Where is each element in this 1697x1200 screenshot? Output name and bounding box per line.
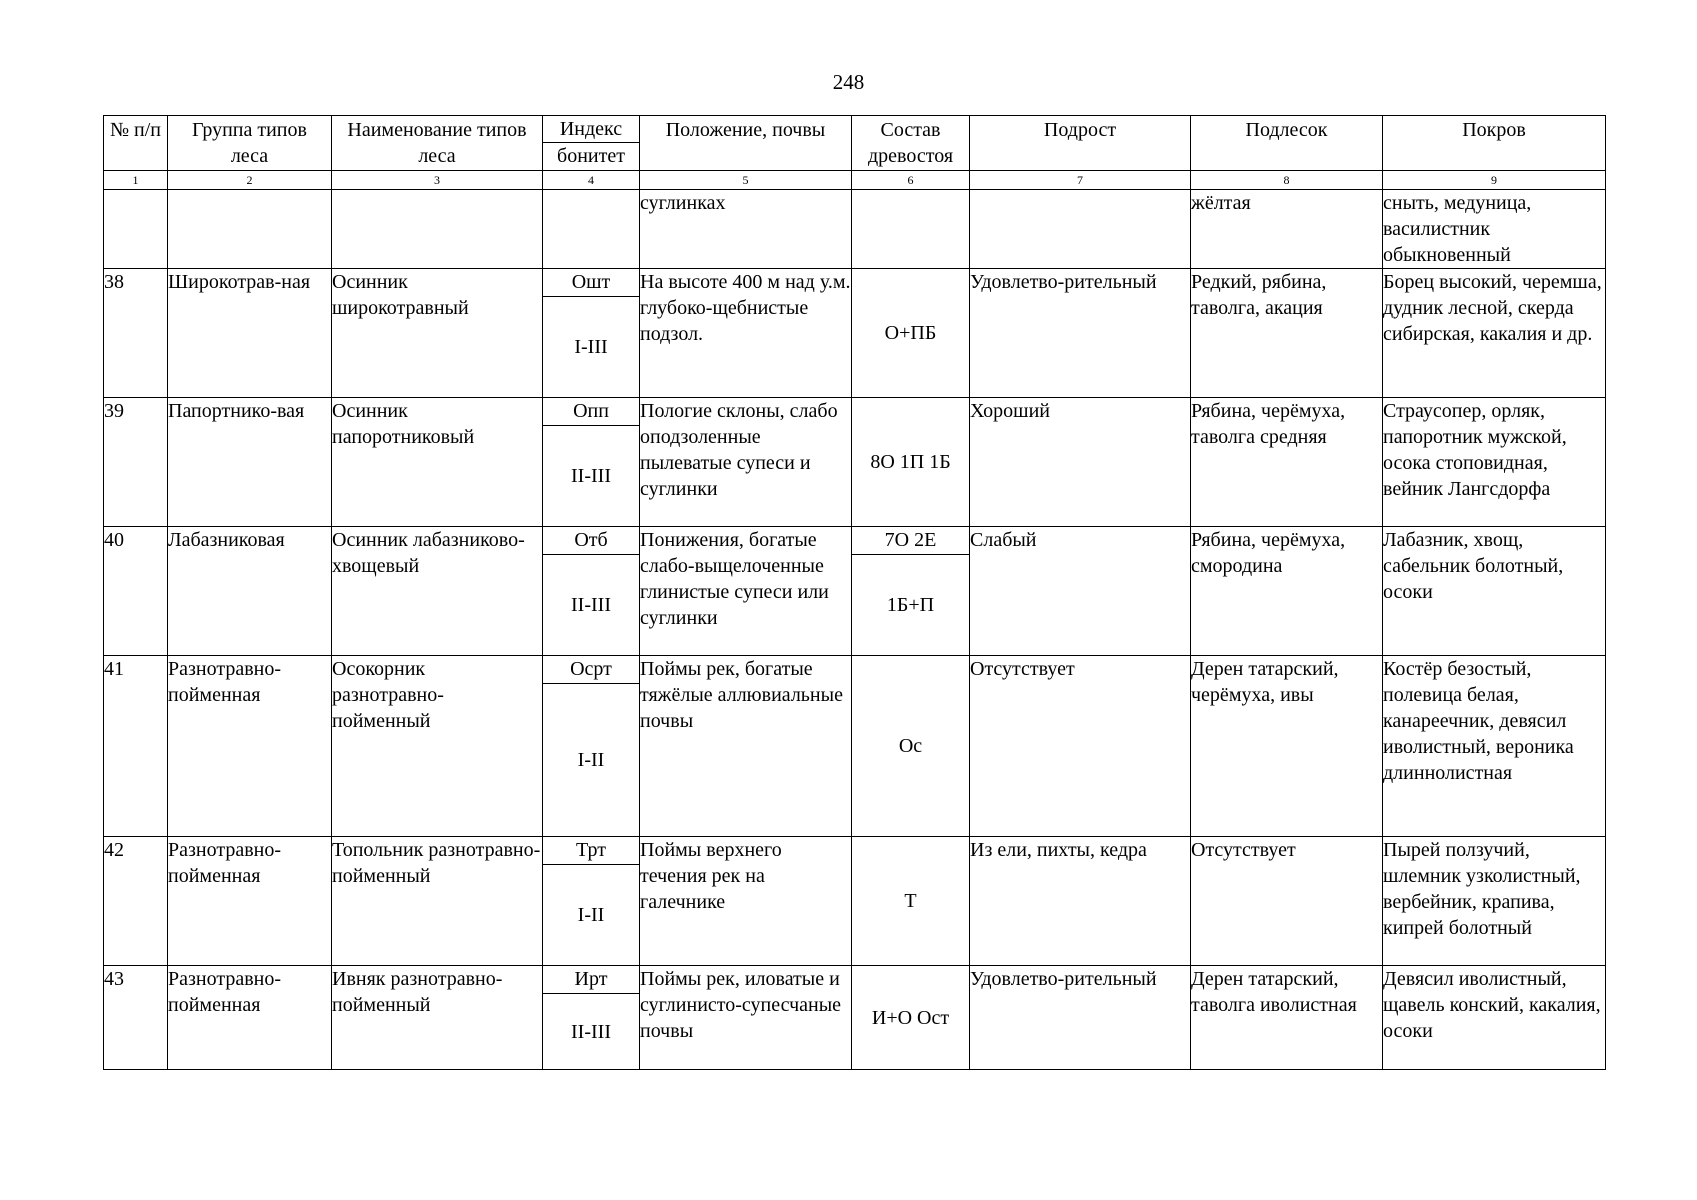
cell-group: Папортнико-вая xyxy=(168,398,332,527)
cell-index: Опп xyxy=(543,398,639,426)
cell-group: Широкотрав-ная xyxy=(168,269,332,398)
column-number-row xyxy=(104,171,1606,190)
header-index xyxy=(543,116,640,171)
table-row xyxy=(104,966,1606,1070)
cell-cover: Лабазник, хвощ, сабельник болотный, осоки xyxy=(1383,527,1606,656)
cell-empty xyxy=(168,190,332,269)
cell-underbrush: Дерен татарский, таволга иволистная xyxy=(1191,966,1383,1070)
table-row xyxy=(104,398,1606,527)
cell-position: Поймы рек, иловатые и суглинисто-супесчаные почвы xyxy=(640,966,852,1070)
cell-index: Отб xyxy=(543,527,639,555)
cell-cover: Пырей ползучий, шлемник узколистный, вербейник, крапива, кипрей болотный xyxy=(1383,837,1606,966)
header-underbrush: Подлесок xyxy=(1191,116,1383,171)
cell-name: Ивняк разнотравно-пойменный xyxy=(332,966,543,1070)
cell-bonitet: II-III xyxy=(571,594,611,616)
cell-index-bonitet xyxy=(543,527,640,656)
cell-position: Поймы верхнего течения рек на галечнике xyxy=(640,837,852,966)
cell-index-bonitet xyxy=(543,398,640,527)
column-number: 8 xyxy=(1191,171,1383,190)
cell-bonitet: I-II xyxy=(577,904,605,926)
cell-num: 42 xyxy=(104,837,168,966)
cell-position: Пологие склоны, слабо оподзоленные пылеватые супеси и суглинки xyxy=(640,398,852,527)
header-num: № п/п xyxy=(104,116,168,171)
cell-undergrowth: Хороший xyxy=(970,398,1191,527)
cell-underbrush: Рябина, черёмуха, таволга средняя xyxy=(1191,398,1383,527)
forest-types-table xyxy=(103,115,1606,1070)
cell-name: Топольник разнотравно-пойменный xyxy=(332,837,543,966)
cell-composition: Т xyxy=(852,837,970,966)
cell-composition: О+ПБ xyxy=(852,269,970,398)
cell-underbrush: Рябина, черёмуха, смородина xyxy=(1191,527,1383,656)
continuation-row xyxy=(104,190,1606,269)
header-composition: Состав древостоя xyxy=(852,116,970,171)
cell-composition xyxy=(852,527,970,656)
column-number: 1 xyxy=(104,171,168,190)
header-row xyxy=(104,116,1606,171)
cell-bonitet: II-III xyxy=(571,1020,611,1043)
header-index-bottom: бонитет xyxy=(557,145,625,167)
cell-index-bonitet xyxy=(543,269,640,398)
cell-index: Ирт xyxy=(543,966,639,994)
cell-cover: Девясил иволистный, щавель конский, какалия, осоки xyxy=(1383,966,1606,1070)
table-row xyxy=(104,837,1606,966)
cell-undergrowth: Удовлетво-рительный xyxy=(970,966,1191,1070)
cell-num: 43 xyxy=(104,966,168,1070)
column-number: 2 xyxy=(168,171,332,190)
cell-empty xyxy=(332,190,543,269)
cell-empty xyxy=(852,190,970,269)
cell-composition-bottom: 1Б+П xyxy=(886,594,935,616)
cell-empty xyxy=(970,190,1191,269)
cell-group: Разнотравно-пойменная xyxy=(168,837,332,966)
table-row xyxy=(104,269,1606,398)
cell-bonitet: I-III xyxy=(574,336,608,358)
cell-undergrowth: Удовлетво-рительный xyxy=(970,269,1191,398)
table-row xyxy=(104,527,1606,656)
cell-composition: И+О Ост xyxy=(852,966,970,1070)
cell-cover: Страусопер, орляк, папоротник мужской, осока стоповидная, вейник Лангсдорфа xyxy=(1383,398,1606,527)
column-number: 3 xyxy=(332,171,543,190)
cell-underbrush: Отсутствует xyxy=(1191,837,1383,966)
column-number: 9 xyxy=(1383,171,1606,190)
header-position: Положение, почвы xyxy=(640,116,852,171)
cell-num: 38 xyxy=(104,269,168,398)
header-index-top: Индекс xyxy=(543,116,639,143)
cell-group: Разнотравно-пойменная xyxy=(168,966,332,1070)
cell-composition: Ос xyxy=(852,656,970,837)
cell-position: Поймы рек, богатые тяжёлые аллювиальные почвы xyxy=(640,656,852,837)
cell-empty xyxy=(104,190,168,269)
column-number: 7 xyxy=(970,171,1191,190)
cell-empty xyxy=(543,190,640,269)
cell-index: Ошт xyxy=(543,269,639,297)
cell-position: На высоте 400 м над у.м. глубоко-щебнистые подзол. xyxy=(640,269,852,398)
page-number: 248 xyxy=(832,70,865,94)
cell-index: Осрт xyxy=(543,656,639,684)
cell-underbrush: Дерен татарский, черёмуха, ивы xyxy=(1191,656,1383,837)
cell-name: Осинник широкотравный xyxy=(332,269,543,398)
cell-name: Осокорник разнотравно-пойменный xyxy=(332,656,543,837)
header-group: Группа типов леса xyxy=(168,116,332,171)
cell-index: Трт xyxy=(543,837,639,865)
cell-index-bonitet xyxy=(543,966,640,1070)
column-number: 6 xyxy=(852,171,970,190)
cell-position: Понижения, богатые слабо-выщелоченные глинистые супеси или суглинки xyxy=(640,527,852,656)
header-cover: Покров xyxy=(1383,116,1606,171)
header-name: Наименование типов леса xyxy=(332,116,543,171)
cell-composition-top: 7О 2Е xyxy=(852,527,969,555)
cell-num: 41 xyxy=(104,656,168,837)
header-undergrowth: Подрост xyxy=(970,116,1191,171)
cell-num: 39 xyxy=(104,398,168,527)
cell-cover: Костёр безостый, полевица белая, канареечник, девясил иволистный, вероника длиннолистная xyxy=(1383,656,1606,837)
table-row xyxy=(104,656,1606,837)
cell-bonitet: I-II xyxy=(577,749,605,771)
cell-underbrush: Редкий, рябина, таволга, акация xyxy=(1191,269,1383,398)
cell-group: Разнотравно-пойменная xyxy=(168,656,332,837)
cell-underbrush: жёлтая xyxy=(1191,190,1383,269)
cell-composition: 8О 1П 1Б xyxy=(852,398,970,527)
cell-index-bonitet xyxy=(543,656,640,837)
cell-undergrowth: Из ели, пихты, кедра xyxy=(970,837,1191,966)
cell-num: 40 xyxy=(104,527,168,656)
cell-name: Осинник папоротниковый xyxy=(332,398,543,527)
cell-undergrowth: Слабый xyxy=(970,527,1191,656)
cell-cover: Борец высокий, черемша, дудник лесной, скерда сибирская, какалия и др. xyxy=(1383,269,1606,398)
cell-undergrowth: Отсутствует xyxy=(970,656,1191,837)
cell-group: Лабазниковая xyxy=(168,527,332,656)
cell-cover: сныть, медуница, василистник обыкновенный xyxy=(1383,190,1606,269)
column-number: 5 xyxy=(640,171,852,190)
cell-index-bonitet xyxy=(543,837,640,966)
cell-position: суглинках xyxy=(640,190,852,269)
column-number: 4 xyxy=(543,171,640,190)
cell-bonitet: II-III xyxy=(571,465,611,487)
cell-name: Осинник лабазниково-хвощевый xyxy=(332,527,543,656)
